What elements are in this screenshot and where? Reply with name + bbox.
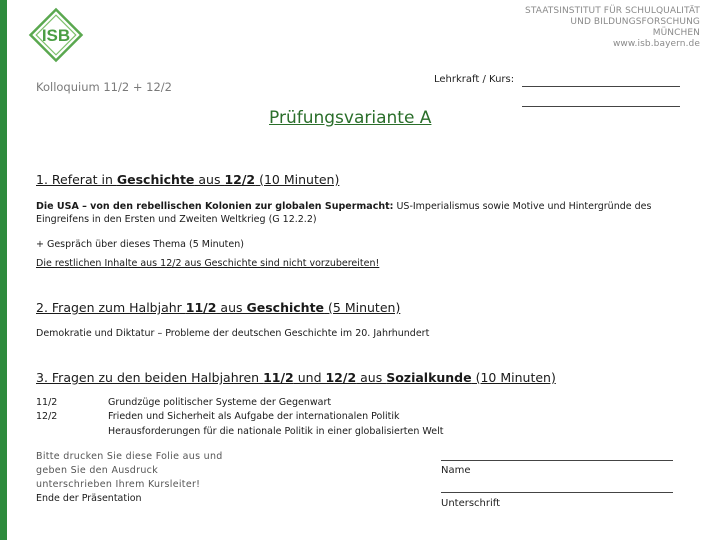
section-1-topic-rest: US-Imperialismus sowie Motive und Hintergründe des Eingreifens in den Ersten und Zweiten Weltkrieg (G 12.2.2) xyxy=(36,201,652,225)
row-term: 11/2 xyxy=(36,397,58,408)
section-3-term-1: 11/2 xyxy=(263,370,294,385)
section-3-duration: (10 Minuten) xyxy=(471,370,556,385)
section-3-term-2: 12/2 xyxy=(325,370,357,385)
section-2-term: 11/2 xyxy=(185,300,217,315)
section-1-duration: (10 Minuten) xyxy=(255,172,340,187)
section-2-title-mid: aus xyxy=(216,300,247,315)
section-1-topic xyxy=(36,200,676,226)
section-1-title xyxy=(36,172,339,187)
row-topic: Frieden und Sicherheit als Aufgabe der internationalen Politik xyxy=(108,411,400,422)
instruction-line: Bitte drucken Sie diese Folie aus und xyxy=(36,451,223,462)
section-1-term: 12/2 xyxy=(224,172,256,187)
institute-url: www.isb.bayern.de xyxy=(612,39,700,49)
institute-block xyxy=(525,6,700,50)
page-title: Prüfungsvariante A xyxy=(269,108,432,128)
isb-logo xyxy=(27,6,85,64)
section-3-subject: Sozialkunde xyxy=(386,370,472,385)
signature-line xyxy=(441,492,673,493)
row-topic: Grundzüge politischer Systeme der Gegenwart xyxy=(108,397,332,408)
section-1-note: Die restlichen Inhalte aus 12/2 aus Geschichte sind nicht vorzubereiten! xyxy=(36,258,380,269)
row-topic: Herausforderungen für die nationale Politik in einer globalisierten Welt xyxy=(108,426,444,437)
section-1-title-mid: aus xyxy=(194,172,225,187)
section-3-title-mid: und xyxy=(293,370,326,385)
teacher-blank-line xyxy=(522,86,680,87)
green-side-bar xyxy=(0,0,7,540)
section-1-discussion: + Gespräch über dieses Thema (5 Minuten) xyxy=(36,239,244,250)
course-blank-line xyxy=(522,106,680,107)
name-line xyxy=(441,460,673,461)
print-instruction xyxy=(36,450,223,506)
section-2-title xyxy=(36,300,400,315)
section-1-topic-bold: Die USA – von den rebellischen Kolonien zur globalen Supermacht: xyxy=(36,201,394,212)
section-3-title-pre: 3. Fragen zu den beiden Halbjahren xyxy=(36,370,264,385)
logo-text: ISB xyxy=(41,26,71,45)
section-2-title-pre: 2. Fragen zum Halbjahr xyxy=(36,300,186,315)
colloquium-label: Kolloquium 11/2 + 12/2 xyxy=(36,80,172,94)
instruction-line: unterschrieben Ihrem Kursleiter! xyxy=(36,479,201,490)
section-2-topic: Demokratie und Diktatur – Probleme der deutschen Geschichte im 20. Jahrhundert xyxy=(36,328,430,339)
section-2-subject: Geschichte xyxy=(246,300,325,315)
name-label: Name xyxy=(441,465,471,476)
institute-line: UND BILDUNGSFORSCHUNG xyxy=(570,17,700,27)
signature-label: Unterschrift xyxy=(441,498,501,509)
section-2-duration: (5 Minuten) xyxy=(324,300,401,315)
instruction-line: geben Sie den Ausdruck xyxy=(36,465,158,476)
institute-line: STAATSINSTITUT FÜR SCHULQUALITÄT xyxy=(525,6,700,16)
section-1-title-pre: 1. Referat in xyxy=(36,172,117,187)
section-1-subject: Geschichte xyxy=(116,172,195,187)
institute-line: MÜNCHEN xyxy=(652,28,700,38)
row-term: 12/2 xyxy=(36,411,58,422)
section-3-title xyxy=(36,370,556,385)
end-of-presentation: Ende der Präsentation xyxy=(36,493,142,504)
section-3-title-mid2: aus xyxy=(356,370,387,385)
teacher-course-label: Lehrkraft / Kurs: xyxy=(434,74,515,85)
